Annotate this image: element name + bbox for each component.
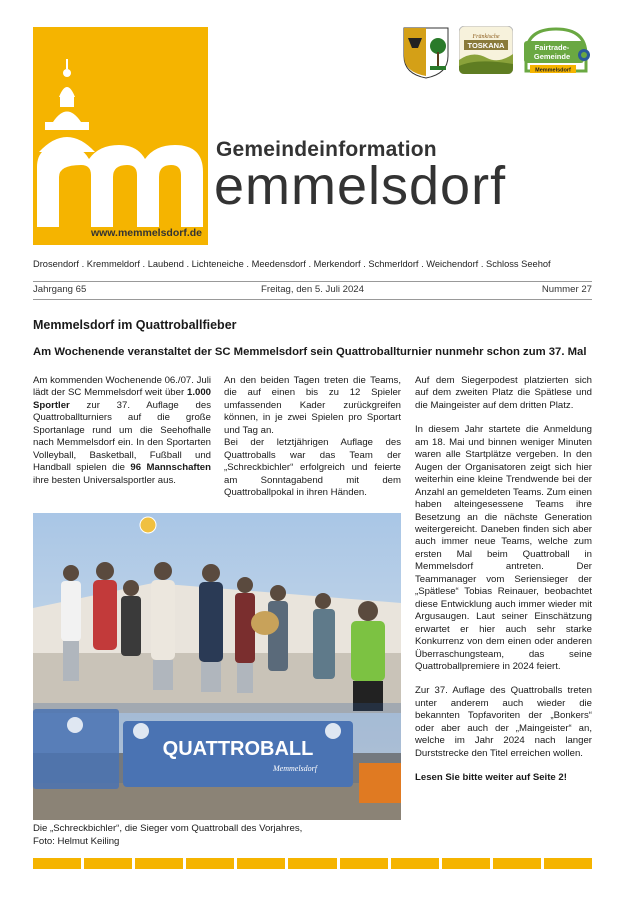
coat-of-arms-icon xyxy=(400,26,452,80)
issue-date: Freitag, den 5. Juli 2024 xyxy=(261,284,364,295)
fairtrade-place: Memmelsdorf xyxy=(535,67,571,74)
village-list: Drosendorf . Kremmeldorf . Laubend . Lichteneiche . Meedensdorf . Merkendorf . Schmerldorf . Weichendorf . Schloss Seehof xyxy=(33,259,551,269)
caption-line-1: Die „Schreckbichler“, die Sieger vom Quattroball des Vorjahres, xyxy=(33,823,303,834)
fairtrade-line2: Gemeinde xyxy=(533,52,571,61)
toskana-top-text: Fränkische xyxy=(472,34,500,40)
col3-paragraph-1: Auf dem Siegerpodest platzierten sich auf dem zweiten Platz die Spätlese und die Maingeister auf dem dritten Platz. xyxy=(415,375,592,411)
publication-title: emmelsdorf xyxy=(214,156,507,216)
website-url[interactable]: www.memmelsdorf.de xyxy=(90,227,202,239)
article-headline: Memmelsdorf im Quattroballfieber xyxy=(33,318,237,332)
article-column-3 xyxy=(415,375,592,785)
team-photo xyxy=(33,513,401,820)
logo-m-church-graphic xyxy=(33,27,208,245)
issue-number: Nummer 27 xyxy=(541,284,592,295)
col1-paragraph: Am kommenden Wochenende 06./07. Juli lädt der SC Memmelsdorf weit über 1.000 Sportler zur 37. Auflage des Quattroballturniers auf die große Sportanlage rund um die Seehofhalle nach Memmelsdorf ein. In den Sportarten Volleyball, Basketball, Fußball und Handball spielen die 96 Mannschaften ihre besten Universalsportler aus. xyxy=(33,375,211,486)
caption-credit: Foto: Helmut Keiling xyxy=(33,835,120,847)
col3-paragraph-2: In diesem Jahr startete die Anmeldung am 18. Mai und binnen weniger Minuten waren alle Startplätze vergeben. In den Augen der Organisatoren zeigt sich hier weiterhin eine kleine Trendwende bei der Anzahl an gemeldeten Teams. Zum einen haben alteingesessene Teams ihre Besetzung an die nächste Generation weitergereicht. Daneben finden sich aber auch immer neue Teams, welche zum ersten Mal beim Quattroball in Memmelsdorf antreten. Der Teammanager vom Seriensieger der „Spätlese“ Tobias Reinauer, beobachtet diese Entwicklung auch immer wieder mit Argusaugen. Laut seiner Einschätzung erwartet er hier auch sehr starke Konkurrenz von dem einen oder anderen Überraschungsteam, das seine Quattroballpremiere in 2024 feiert. xyxy=(415,424,592,672)
highlight-sportler: 1.000 Sportler xyxy=(33,387,211,411)
issue-volume: Jahrgang 65 xyxy=(33,284,87,295)
memmelsdorf-logo xyxy=(33,27,208,245)
col2-paragraph-2: Bei der letztjährigen Auflage des Quattroballs war das Team der „Schreckbichler“ erfolgreich und feierte am Sonntagabend mit dem Quattroballpokal in ihren Händen. xyxy=(224,437,401,499)
fraenkische-toskana-badge xyxy=(459,26,513,74)
photo-caption xyxy=(33,823,401,848)
issue-info-bar xyxy=(33,281,592,300)
continue-reading-note[interactable]: Lesen Sie bitte weiter auf Seite 2! xyxy=(415,772,567,784)
col2-paragraph-1: An den beiden Tagen treten die Teams, die auf einen bis zu 12 Spieler umfassenden Kader zurückgreifen können, in je zwei Spielen pro Sportart und Tag an. xyxy=(224,375,401,436)
banner-text: QUATTROBALL xyxy=(162,738,314,760)
article-column-2 xyxy=(224,375,401,500)
highlight-mannschaften: 96 Mannschaften xyxy=(130,462,211,474)
fairtrade-gemeinde-badge xyxy=(520,25,592,77)
footer-color-bar xyxy=(33,858,592,869)
fairtrade-line1: Fairtrade- xyxy=(534,43,570,52)
banner-subtext: Memmelsdorf xyxy=(273,764,317,773)
col3-paragraph-3: Zur 37. Auflage des Quattroballs treten unter anderem auch wieder die bekannten Topfavoriten der „Bonkers“ oder aber auch der „Maingeister“ an, welche im Jahr 2024 nach langer Durststrecke den Titel erreichen wollen. xyxy=(415,685,592,759)
publication-kicker: Gemeindeinformation xyxy=(216,138,437,161)
coat-of-arms-badge xyxy=(400,26,452,80)
toskana-main-text: TOSKANA xyxy=(467,41,505,50)
article-column-1 xyxy=(33,375,211,487)
article-subheadline: Am Wochenende veranstaltet der SC Memmelsdorf sein Quattroballturnier nunmehr schon zum 37. Mal xyxy=(33,346,587,358)
